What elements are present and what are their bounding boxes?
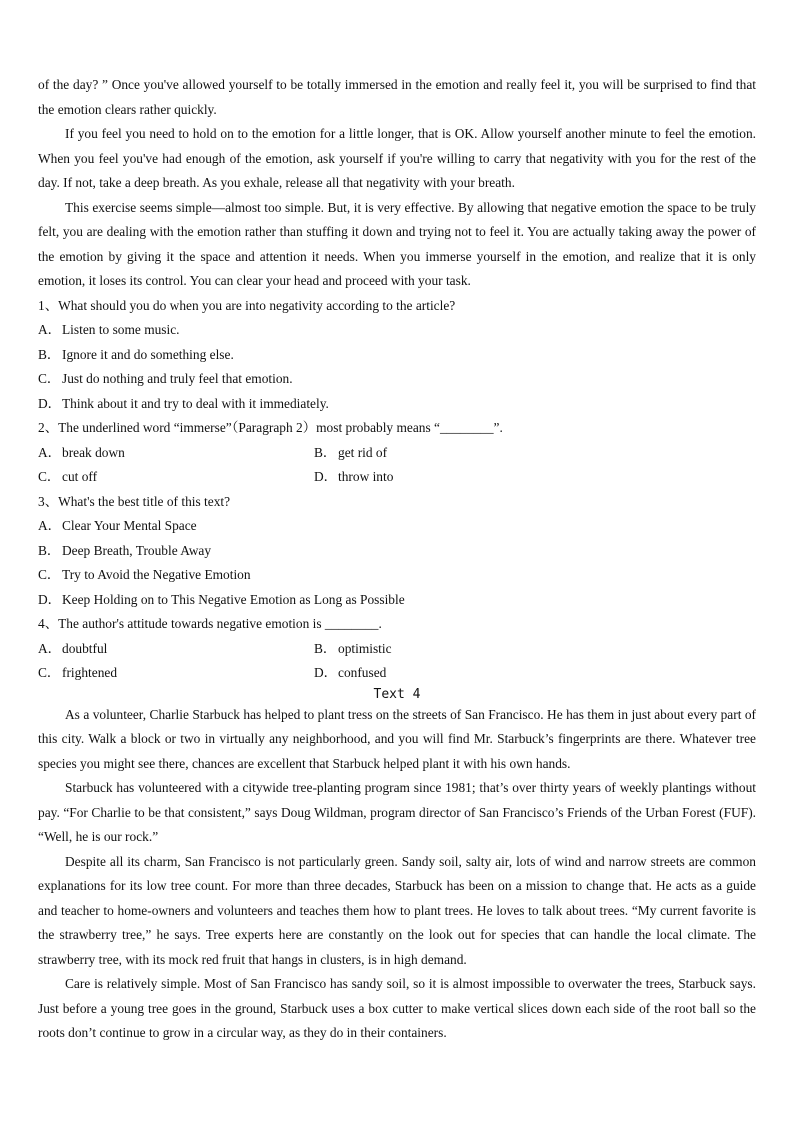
- option-letter: A．: [38, 518, 62, 533]
- option-text: cut off: [62, 469, 98, 484]
- option-letter: A．: [38, 640, 62, 656]
- option-letter: D．: [38, 395, 62, 411]
- passage-paragraph: Starbuck has volunteered with a citywide tree-planting program since 1981; that’s over thirty years of weekly plantings without pay. “For Charlie to be that consistent,” says Doug Wildman, program director of San Francisco’s Friends of the Urban Forest (FUF). “Well, he is our rock.”: [38, 780, 756, 844]
- passage-paragraph: If you feel you need to hold on to the emotion for a little longer, that is OK. Allow yourself another minute to feel the emotion. When you feel you've had enough of the emotion, ask yourself if you're willing to carry that negativity with you for the rest of the day. If not, take a deep breath. As you exhale, release all that negativity with your breath.: [38, 126, 756, 190]
- question-stem: 1、What should you do when you are into negativity according to the article?: [38, 297, 456, 313]
- option-letter: B．: [38, 346, 61, 362]
- option-c[interactable]: [38, 367, 756, 392]
- section-heading: Text 4: [373, 686, 421, 702]
- option-letter: A．: [38, 322, 62, 337]
- option-text: Clear Your Mental Space: [62, 518, 197, 533]
- question-4: [38, 612, 756, 686]
- option-c[interactable]: [38, 563, 756, 588]
- passage-paragraph: Despite all its charm, San Francisco is not particularly green. Sandy soil, salty air, lots of wind and narrow streets are common explanations for its low tree count. For more than three decades, Starbuck has been on a mission to change that. He acts as a guide and teacher to home-owners and volunteers and teaches them how to plant trees. He loves to talk about trees. “My current favorite is the strawberry tree,” he says. Tree experts here are constantly on the look out for species that can handle the local climate. The strawberry tree, with its mock red fruit that hangs in clusters, is in high demand.: [38, 853, 756, 967]
- passage-3: [38, 73, 756, 294]
- option-a[interactable]: [38, 637, 314, 662]
- document-page: [38, 73, 756, 1046]
- option-letter: B．: [314, 640, 337, 656]
- option-c[interactable]: [38, 661, 314, 686]
- option-text: Listen to some music.: [62, 322, 180, 337]
- question-stem: 2、The underlined word “immerse”（Paragraph 2）most probably means “________”.: [38, 420, 503, 435]
- passage-paragraph: As a volunteer, Charlie Starbuck has helped to plant tress on the streets of San Francisco. He has them in just about every part of this city. Walk a block or two in virtually any neighborhood, and you will find Mr. Starbuck’s fingerprints are there. Whatever tree species you might see there, chances are excellent that Starbuck helped plant it with his own hands.: [38, 706, 756, 771]
- option-row: [38, 441, 756, 466]
- option-text: Deep Breath, Trouble Away: [62, 542, 212, 558]
- option-a[interactable]: [38, 514, 756, 539]
- option-b[interactable]: [38, 539, 756, 564]
- option-letter: B．: [314, 444, 337, 460]
- option-text: doubtful: [62, 640, 108, 656]
- option-d[interactable]: [314, 661, 590, 686]
- question-2: [38, 416, 756, 490]
- option-c[interactable]: [38, 465, 314, 490]
- option-letter: D．: [314, 665, 338, 680]
- option-letter: D．: [314, 469, 338, 484]
- passage-paragraph: Care is relatively simple. Most of San Francisco has sandy soil, so it is almost impossible to overwater the trees, Starbuck says. Just before a young tree goes in the ground, Starbuck uses a box cutter to make vertical slices down each side of the root ball so the roots don’t continue to grow in a circular way, as they do in their containers.: [38, 976, 756, 1040]
- option-b[interactable]: [314, 637, 590, 662]
- option-text: confused: [338, 665, 387, 680]
- option-text: Just do nothing and truly feel that emotion.: [62, 371, 293, 386]
- option-text: Keep Holding on to This Negative Emotion as Long as Possible: [62, 591, 405, 607]
- question-3: [38, 490, 756, 613]
- option-d[interactable]: [38, 392, 756, 417]
- option-row: [38, 661, 756, 686]
- option-letter: C．: [38, 665, 61, 680]
- option-a[interactable]: [38, 318, 756, 343]
- option-row: [38, 637, 756, 662]
- option-text: get rid of: [338, 444, 388, 460]
- option-letter: B．: [38, 542, 61, 558]
- option-b[interactable]: [38, 343, 756, 368]
- option-text: frightened: [62, 665, 118, 680]
- option-a[interactable]: [38, 441, 314, 466]
- passage-paragraph: This exercise seems simple—almost too simple. But, it is very effective. By allowing that negative emotion the space to be truly felt, you are dealing with the emotion rather than stuffing it down and trying not to feel it. You are actually taking away the power of the emotion by giving it the space and attention it needs. When you immerse yourself in the emotion, and realize that it is only emotion, it loses its control. You can clear your head and proceed with your task.: [38, 199, 756, 288]
- option-text: optimistic: [338, 640, 392, 656]
- option-d[interactable]: [314, 465, 590, 490]
- option-text: throw into: [338, 469, 394, 484]
- option-letter: C．: [38, 469, 61, 484]
- option-letter: C．: [38, 567, 61, 582]
- option-text: Try to Avoid the Negative Emotion: [62, 567, 251, 582]
- option-d[interactable]: [38, 588, 756, 613]
- option-letter: D．: [38, 591, 62, 607]
- question-stem: 4、The author's attitude towards negative emotion is ________.: [38, 616, 382, 631]
- option-row: [38, 465, 756, 490]
- option-letter: C．: [38, 371, 61, 386]
- option-text: Think about it and try to deal with it immediately.: [62, 395, 329, 411]
- question-1: [38, 294, 756, 417]
- question-stem: 3、What's the best title of this text?: [38, 493, 231, 509]
- option-text: break down: [62, 444, 125, 460]
- passage-paragraph: of the day? ” Once you've allowed yourself to be totally immersed in the emotion and really feel it, you will be surprised to find that the emotion clears rather quickly.: [38, 77, 756, 117]
- option-text: Ignore it and do something else.: [62, 346, 234, 362]
- option-letter: A．: [38, 444, 62, 460]
- option-b[interactable]: [314, 441, 590, 466]
- passage-4: [38, 686, 756, 1046]
